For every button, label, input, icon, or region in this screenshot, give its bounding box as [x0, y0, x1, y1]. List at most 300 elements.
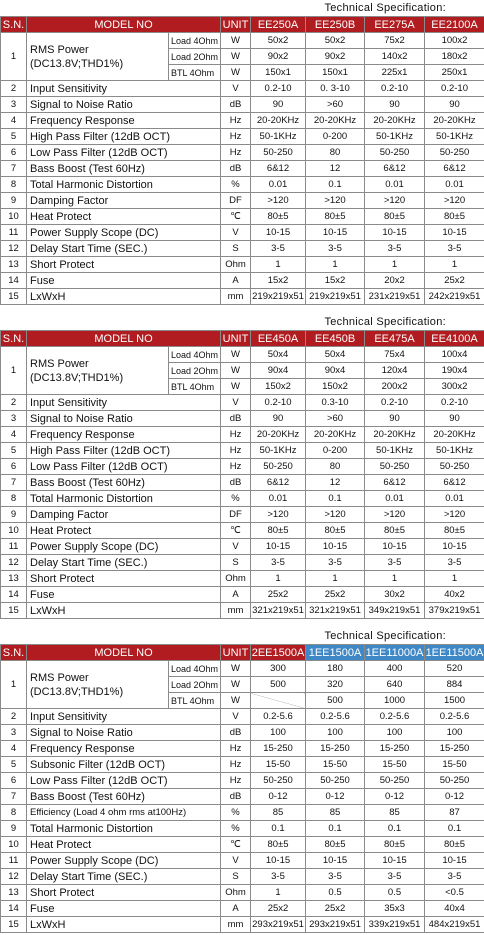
load-label: Load 2Ohm — [169, 49, 221, 65]
parameter-name: Subsonic Filter (12dB OCT) — [27, 757, 221, 773]
unit-header: UNIT — [221, 331, 251, 347]
parameter-name: Bass Boost (Test 60Hz) — [27, 161, 221, 177]
unit-cell: A — [221, 901, 251, 917]
value-cell: 50x4 — [306, 347, 365, 363]
spec-row — [1, 709, 484, 725]
spec-row — [1, 837, 484, 853]
parameter-name: Delay Start Time (SEC.) — [27, 555, 221, 571]
parameter-name: Low Pass Filter (12dB OCT) — [27, 773, 221, 789]
unit-cell: DF — [221, 193, 251, 209]
spec-row — [1, 917, 484, 933]
value-cell: 50-250 — [251, 773, 306, 789]
value-cell: 300 — [251, 661, 306, 677]
value-cell: 25x2 — [306, 587, 365, 603]
value-cell: 90 — [425, 97, 484, 113]
value-cell: 6&12 — [251, 161, 306, 177]
value-cell — [251, 693, 306, 709]
rms-row — [1, 661, 484, 677]
value-cell: 250x1 — [425, 65, 484, 81]
unit-cell: Ohm — [221, 257, 251, 273]
value-cell: 75x2 — [365, 33, 425, 49]
spec-row — [1, 587, 484, 603]
spec-row — [1, 555, 484, 571]
row-number: 3 — [1, 725, 27, 741]
row-number: 15 — [1, 603, 27, 619]
value-cell: 10-15 — [365, 225, 425, 241]
row-number: 2 — [1, 81, 27, 97]
value-cell: 50x4 — [251, 347, 306, 363]
unit-cell: dB — [221, 161, 251, 177]
unit-cell: Hz — [221, 773, 251, 789]
value-cell: 6&12 — [425, 475, 484, 491]
unit-cell: W — [221, 65, 251, 81]
row-number: 11 — [1, 225, 27, 241]
value-cell: 12 — [306, 161, 365, 177]
value-cell: 12 — [306, 475, 365, 491]
model-no-header: MODEL NO — [27, 17, 221, 33]
model-header: EE250B — [306, 17, 365, 33]
value-cell: 3-5 — [365, 555, 425, 571]
value-cell: 85 — [306, 805, 365, 821]
load-label: BTL 4Ohm — [169, 379, 221, 395]
value-cell: 293x219x51 — [251, 917, 306, 933]
value-cell: 50-250 — [365, 145, 425, 161]
spec-row — [1, 241, 484, 257]
unit-cell: Ohm — [221, 571, 251, 587]
spec-row — [1, 789, 484, 805]
value-cell: 484x219x51 — [425, 917, 484, 933]
row-number: 7 — [1, 789, 27, 805]
value-cell: 20x2 — [365, 273, 425, 289]
value-cell: 339x219x51 — [365, 917, 425, 933]
unit-cell: Hz — [221, 741, 251, 757]
spec-row — [1, 209, 484, 225]
value-cell: 3-5 — [251, 241, 306, 257]
spec-row — [1, 161, 484, 177]
parameter-name: Input Sensitivity — [27, 81, 221, 97]
unit-cell: V — [221, 539, 251, 555]
value-cell: 1500 — [425, 693, 484, 709]
model-header: EE275A — [365, 17, 425, 33]
rms-row — [1, 33, 484, 49]
rms-power-label — [27, 33, 169, 81]
unit-cell: V — [221, 81, 251, 97]
value-cell: 150x1 — [306, 65, 365, 81]
value-cell: 3-5 — [251, 555, 306, 571]
unit-cell: ℃ — [221, 523, 251, 539]
value-cell: 6&12 — [365, 475, 425, 491]
value-cell: 0.1 — [251, 821, 306, 837]
load-label: BTL 4Ohm — [169, 65, 221, 81]
parameter-name: Frequency Response — [27, 113, 221, 129]
value-cell: 0-200 — [306, 443, 365, 459]
parameter-name: High Pass Filter (12dB OCT) — [27, 443, 221, 459]
value-cell: 0.5 — [365, 885, 425, 901]
value-cell: 0-200 — [306, 129, 365, 145]
spec-row — [1, 97, 484, 113]
value-cell: 400 — [365, 661, 425, 677]
value-cell: 0.2-10 — [251, 81, 306, 97]
value-cell: 100 — [425, 725, 484, 741]
header-row — [1, 17, 484, 33]
rms-row — [1, 347, 484, 363]
value-cell: 225x1 — [365, 65, 425, 81]
model-header: EE4100A — [425, 331, 484, 347]
rms-label-line: RMS Power — [30, 43, 168, 57]
value-cell: 80±5 — [251, 837, 306, 853]
row-number: 8 — [1, 805, 27, 821]
value-cell: 150x1 — [251, 65, 306, 81]
parameter-name: Frequency Response — [27, 427, 221, 443]
value-cell: 20-20KHz — [306, 113, 365, 129]
unit-cell: dB — [221, 411, 251, 427]
row-number: 1 — [1, 661, 27, 709]
value-cell: 50-1KHz — [425, 129, 484, 145]
parameter-name: Heat Protect — [27, 837, 221, 853]
value-cell: 80±5 — [425, 523, 484, 539]
unit-cell: Hz — [221, 427, 251, 443]
value-cell: 190x4 — [425, 363, 484, 379]
parameter-name: Delay Start Time (SEC.) — [27, 241, 221, 257]
unit-cell: W — [221, 33, 251, 49]
unit-cell: V — [221, 709, 251, 725]
parameter-name: Bass Boost (Test 60Hz) — [27, 789, 221, 805]
unit-cell: Hz — [221, 145, 251, 161]
value-cell: 321x219x51 — [251, 603, 306, 619]
spec-row — [1, 193, 484, 209]
unit-cell: W — [221, 677, 251, 693]
value-cell: 0-12 — [306, 789, 365, 805]
value-cell: 90 — [251, 97, 306, 113]
value-cell: 1000 — [365, 693, 425, 709]
unit-cell: mm — [221, 289, 251, 305]
row-number: 6 — [1, 145, 27, 161]
model-no-header: MODEL NO — [27, 645, 221, 661]
row-number: 9 — [1, 507, 27, 523]
spec-row — [1, 81, 484, 97]
value-cell: 0.1 — [306, 821, 365, 837]
parameter-name: High Pass Filter (12dB OCT) — [27, 129, 221, 145]
model-no-header: MODEL NO — [27, 331, 221, 347]
unit-header: UNIT — [221, 17, 251, 33]
value-cell: 0.01 — [425, 491, 484, 507]
value-cell: 10-15 — [306, 225, 365, 241]
row-number: 15 — [1, 289, 27, 305]
spec-row — [1, 539, 484, 555]
parameter-name: LxWxH — [27, 289, 221, 305]
value-cell: 0.2-10 — [425, 395, 484, 411]
load-label: Load 4Ohm — [169, 33, 221, 49]
spec-row — [1, 805, 484, 821]
row-number: 3 — [1, 97, 27, 113]
spec-table — [0, 330, 484, 619]
rms-power-label — [27, 661, 169, 709]
value-cell: 40x4 — [425, 901, 484, 917]
value-cell: 6&12 — [425, 161, 484, 177]
row-number: 13 — [1, 571, 27, 587]
value-cell: 0.01 — [365, 491, 425, 507]
spec-row — [1, 571, 484, 587]
value-cell: 3-5 — [251, 869, 306, 885]
parameter-name: Short Protect — [27, 571, 221, 587]
value-cell: >60 — [306, 411, 365, 427]
value-cell: 200x2 — [365, 379, 425, 395]
value-cell: 10-15 — [365, 539, 425, 555]
spec-row — [1, 773, 484, 789]
header-row — [1, 645, 484, 661]
spec-row — [1, 459, 484, 475]
value-cell: 10-15 — [306, 539, 365, 555]
row-number: 12 — [1, 869, 27, 885]
value-cell: 50-250 — [251, 145, 306, 161]
value-cell: 3-5 — [306, 869, 365, 885]
spec-row — [1, 523, 484, 539]
unit-cell: W — [221, 347, 251, 363]
value-cell: 0.1 — [425, 821, 484, 837]
parameter-name: LxWxH — [27, 917, 221, 933]
spec-row — [1, 491, 484, 507]
row-number: 11 — [1, 539, 27, 555]
unit-cell: S — [221, 555, 251, 571]
spec-row — [1, 901, 484, 917]
value-cell: 219x219x51 — [306, 289, 365, 305]
value-cell: 231x219x51 — [365, 289, 425, 305]
parameter-name: Delay Start Time (SEC.) — [27, 869, 221, 885]
spec-row — [1, 869, 484, 885]
row-number: 11 — [1, 853, 27, 869]
unit-cell: dB — [221, 725, 251, 741]
value-cell: >120 — [365, 193, 425, 209]
spec-table-block — [0, 629, 484, 933]
spec-row — [1, 885, 484, 901]
parameter-name: LxWxH — [27, 603, 221, 619]
parameter-name: Fuse — [27, 587, 221, 603]
value-cell: 15-50 — [365, 757, 425, 773]
value-cell: 50-250 — [425, 773, 484, 789]
value-cell: 0.01 — [251, 177, 306, 193]
unit-cell: dB — [221, 789, 251, 805]
value-cell: 15x2 — [306, 273, 365, 289]
unit-cell: ℃ — [221, 837, 251, 853]
row-number: 4 — [1, 741, 27, 757]
row-number: 2 — [1, 709, 27, 725]
value-cell: 10-15 — [425, 539, 484, 555]
value-cell: 180 — [306, 661, 365, 677]
value-cell: 80±5 — [306, 837, 365, 853]
parameter-name: Input Sensitivity — [27, 709, 221, 725]
unit-cell: W — [221, 363, 251, 379]
value-cell: 150x2 — [251, 379, 306, 395]
parameter-name: Low Pass Filter (12dB OCT) — [27, 145, 221, 161]
value-cell: 884 — [425, 677, 484, 693]
rms-label-line: (DC13.8V;THD1%) — [30, 685, 168, 699]
value-cell: 0.2-5.6 — [365, 709, 425, 725]
rms-label-line: RMS Power — [30, 357, 168, 371]
unit-cell: % — [221, 177, 251, 193]
value-cell: 80 — [306, 145, 365, 161]
unit-cell: S — [221, 241, 251, 257]
sn-header: S.N. — [1, 17, 27, 33]
spec-row — [1, 507, 484, 523]
unit-cell: dB — [221, 475, 251, 491]
parameter-name: Frequency Response — [27, 741, 221, 757]
value-cell: 100 — [365, 725, 425, 741]
value-cell: 0.2-10 — [251, 395, 306, 411]
value-cell: 150x2 — [306, 379, 365, 395]
value-cell: 50-250 — [425, 145, 484, 161]
value-cell: 1 — [306, 257, 365, 273]
spec-row — [1, 257, 484, 273]
value-cell: 30x2 — [365, 587, 425, 603]
parameter-name: Power Supply Scope (DC) — [27, 853, 221, 869]
value-cell: >120 — [251, 507, 306, 523]
value-cell: 20-20KHz — [365, 427, 425, 443]
unit-cell: Hz — [221, 459, 251, 475]
value-cell: 0.1 — [306, 177, 365, 193]
value-cell: 15-50 — [425, 757, 484, 773]
value-cell: 80±5 — [306, 523, 365, 539]
parameter-name: Total Harmonic Distortion — [27, 821, 221, 837]
value-cell: 50-1KHz — [425, 443, 484, 459]
load-label: BTL 4Ohm — [169, 693, 221, 709]
parameter-name: Signal to Noise Ratio — [27, 411, 221, 427]
spec-row — [1, 853, 484, 869]
value-cell: 0.2-5.6 — [306, 709, 365, 725]
value-cell: 100x4 — [425, 347, 484, 363]
value-cell: >120 — [365, 507, 425, 523]
value-cell: 20-20KHz — [251, 113, 306, 129]
value-cell: 140x2 — [365, 49, 425, 65]
parameter-name: Total Harmonic Distortion — [27, 177, 221, 193]
value-cell: 500 — [251, 677, 306, 693]
value-cell: 0.01 — [251, 491, 306, 507]
parameter-name: Total Harmonic Distortion — [27, 491, 221, 507]
value-cell: 80±5 — [425, 837, 484, 853]
value-cell: 349x219x51 — [365, 603, 425, 619]
spec-table-block — [0, 1, 484, 305]
row-number: 13 — [1, 257, 27, 273]
spec-row — [1, 145, 484, 161]
value-cell: 20-20KHz — [306, 427, 365, 443]
value-cell: 15-50 — [251, 757, 306, 773]
spec-table-block — [0, 315, 484, 619]
value-cell: 15x2 — [251, 273, 306, 289]
value-cell: 321x219x51 — [306, 603, 365, 619]
value-cell: 20-20KHz — [425, 113, 484, 129]
parameter-name: Heat Protect — [27, 523, 221, 539]
value-cell: 242x219x51 — [425, 289, 484, 305]
value-cell: 0.2-10 — [365, 81, 425, 97]
value-cell: 0-12 — [425, 789, 484, 805]
sn-header: S.N. — [1, 331, 27, 347]
parameter-name: Fuse — [27, 273, 221, 289]
model-header: EE450B — [306, 331, 365, 347]
value-cell: 0.5 — [306, 885, 365, 901]
spec-table — [0, 644, 484, 933]
value-cell: 10-15 — [251, 539, 306, 555]
sn-header: S.N. — [1, 645, 27, 661]
row-number: 7 — [1, 161, 27, 177]
value-cell: 80±5 — [365, 523, 425, 539]
model-header: 1EE11500A — [425, 645, 484, 661]
value-cell: 90x2 — [251, 49, 306, 65]
unit-header: UNIT — [221, 645, 251, 661]
row-number: 12 — [1, 555, 27, 571]
value-cell: 25x2 — [425, 273, 484, 289]
value-cell: 6&12 — [251, 475, 306, 491]
unit-cell: % — [221, 805, 251, 821]
value-cell: 100x2 — [425, 33, 484, 49]
value-cell: 1 — [251, 257, 306, 273]
unit-cell: W — [221, 693, 251, 709]
parameter-name: Short Protect — [27, 257, 221, 273]
value-cell: 40x2 — [425, 587, 484, 603]
parameter-name: Heat Protect — [27, 209, 221, 225]
value-cell: 90x4 — [306, 363, 365, 379]
value-cell: 90 — [251, 411, 306, 427]
unit-cell: V — [221, 395, 251, 411]
row-number: 3 — [1, 411, 27, 427]
value-cell: 0-12 — [251, 789, 306, 805]
value-cell: 50x2 — [251, 33, 306, 49]
rms-label-line: (DC13.8V;THD1%) — [30, 371, 168, 385]
value-cell: 100 — [251, 725, 306, 741]
spec-title: Technical Specification: — [0, 629, 484, 644]
value-cell: 90x2 — [306, 49, 365, 65]
spec-row — [1, 177, 484, 193]
unit-cell: V — [221, 225, 251, 241]
value-cell: 3-5 — [306, 241, 365, 257]
value-cell: 50-1KHz — [251, 129, 306, 145]
value-cell: >120 — [251, 193, 306, 209]
value-cell: 500 — [306, 693, 365, 709]
rms-power-label — [27, 347, 169, 395]
value-cell: 80±5 — [425, 209, 484, 225]
value-cell: 25x2 — [251, 901, 306, 917]
value-cell: 1 — [251, 571, 306, 587]
unit-cell: % — [221, 491, 251, 507]
spec-sheet — [0, 1, 484, 933]
model-header: EE475A — [365, 331, 425, 347]
value-cell: 1 — [251, 885, 306, 901]
value-cell: 90 — [365, 97, 425, 113]
unit-cell: DF — [221, 507, 251, 523]
row-number: 13 — [1, 885, 27, 901]
value-cell: 0.2-10 — [365, 395, 425, 411]
row-number: 10 — [1, 209, 27, 225]
value-cell: 50-1KHz — [251, 443, 306, 459]
spec-row — [1, 273, 484, 289]
value-cell: 1 — [425, 571, 484, 587]
row-number: 10 — [1, 837, 27, 853]
unit-cell: W — [221, 661, 251, 677]
value-cell: 0.2-5.6 — [251, 709, 306, 725]
value-cell: 80±5 — [365, 837, 425, 853]
value-cell: 90x4 — [251, 363, 306, 379]
header-row — [1, 331, 484, 347]
parameter-name: Signal to Noise Ratio — [27, 725, 221, 741]
value-cell: 20-20KHz — [425, 427, 484, 443]
parameter-name: Short Protect — [27, 885, 221, 901]
value-cell: >120 — [425, 507, 484, 523]
value-cell: 300x2 — [425, 379, 484, 395]
row-number: 9 — [1, 193, 27, 209]
spec-row — [1, 113, 484, 129]
load-label: Load 4Ohm — [169, 661, 221, 677]
parameter-name: Power Supply Scope (DC) — [27, 225, 221, 241]
value-cell: 50-250 — [365, 459, 425, 475]
value-cell: 90 — [425, 411, 484, 427]
